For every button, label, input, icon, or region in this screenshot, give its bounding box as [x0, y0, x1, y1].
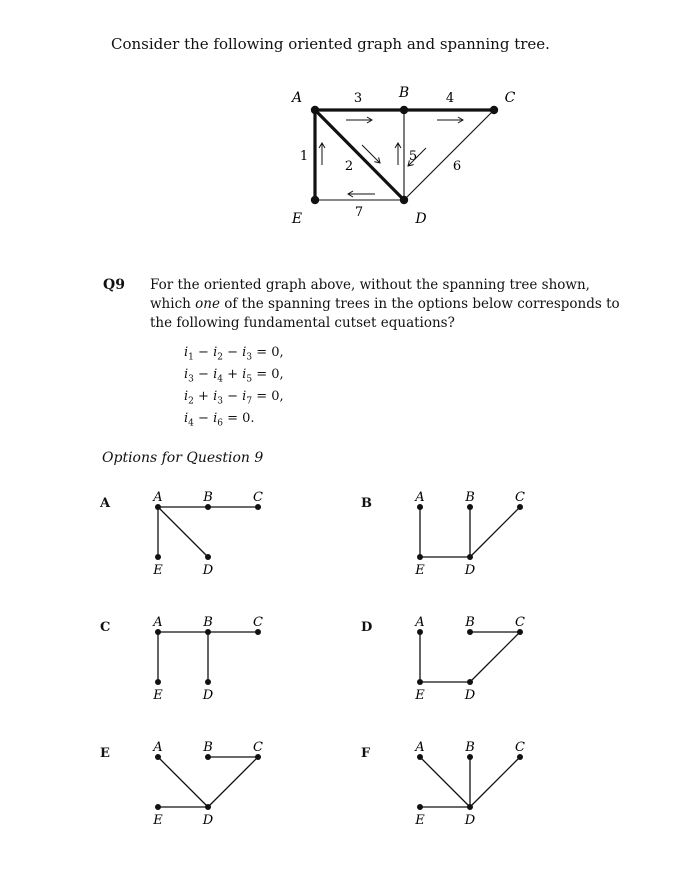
option-e-node-label-c: C — [253, 740, 263, 755]
option-f-node-d — [467, 804, 473, 810]
option-b-node-label-d: D — [464, 563, 476, 578]
option-label-d: D — [361, 620, 373, 635]
option-d-node-label-a: A — [415, 615, 425, 630]
option-e-graph[interactable] — [140, 732, 280, 832]
option-a-node-e — [155, 554, 161, 560]
branch-label-4: 4 — [445, 91, 455, 106]
option-b-edge-cd — [470, 507, 520, 557]
branch-6 — [404, 110, 494, 200]
branch-label-6: 6 — [452, 159, 462, 174]
node-e — [311, 196, 319, 204]
option-a-node-label-b: B — [203, 490, 213, 505]
option-a-edge-ad — [158, 507, 208, 557]
option-label-c: C — [100, 620, 111, 635]
option-a-node-label-a: A — [153, 490, 163, 505]
option-c-node-e — [155, 679, 161, 685]
option-b-graph[interactable] — [402, 482, 542, 582]
option-d-node-label-e: E — [415, 688, 425, 703]
option-d-node-label-b: B — [465, 615, 475, 630]
option-d-node-e — [417, 679, 423, 685]
option-e-node-label-d: D — [202, 813, 214, 828]
option-d-node-label-c: C — [515, 615, 525, 630]
option-label-a: A — [100, 496, 111, 511]
option-a-graph[interactable] — [140, 482, 280, 582]
option-d-edge-dc — [470, 632, 520, 682]
intro-text: Consider the following oriented graph and spanning tree. — [111, 35, 550, 53]
node-label-b: B — [398, 85, 410, 101]
option-c-node-label-b: B — [203, 615, 213, 630]
option-label-b: B — [361, 496, 372, 511]
option-c-graph[interactable] — [140, 607, 280, 707]
branch-2 — [315, 110, 404, 200]
option-b-node-label-a: A — [415, 490, 425, 505]
option-label-f: F — [361, 746, 371, 761]
option-c-node-label-a: A — [153, 615, 163, 630]
option-d-graph[interactable] — [402, 607, 542, 707]
question-number: Q9 — [103, 277, 125, 293]
option-a-node-label-e: E — [153, 563, 163, 578]
option-f-graph[interactable] — [402, 732, 542, 832]
option-b-node-label-e: E — [415, 563, 425, 578]
option-e-edge-dc — [208, 757, 258, 807]
arrow-4-icon — [437, 117, 463, 123]
node-c — [490, 106, 498, 114]
option-f-node-e — [417, 804, 423, 810]
node-b — [400, 106, 408, 114]
option-f-edge-cd — [470, 757, 520, 807]
arrow-5-icon — [395, 143, 401, 165]
node-label-a: A — [291, 90, 303, 106]
option-f-node-label-a: A — [415, 740, 425, 755]
option-a-node-d — [205, 554, 211, 560]
option-c-node-label-e: E — [153, 688, 163, 703]
option-f-edge-ad — [420, 757, 470, 807]
option-f-node-label-b: B — [465, 740, 475, 755]
options-heading: Options for Question 9 — [102, 450, 264, 466]
branch-label-5: 5 — [408, 149, 418, 164]
node-label-c: C — [504, 90, 516, 106]
node-label-d: D — [415, 211, 427, 227]
equation-4: $i_4 - i_6 = 0$. — [184, 411, 255, 429]
option-c-node-d — [205, 679, 211, 685]
branch-label-3: 3 — [353, 91, 363, 106]
option-f-node-label-e: E — [415, 813, 425, 828]
arrow-1-icon — [319, 143, 325, 165]
node-d — [400, 196, 408, 204]
option-e-node-d — [205, 804, 211, 810]
option-a-node-label-d: D — [202, 563, 214, 578]
option-b-node-label-b: B — [465, 490, 475, 505]
option-c-node-label-c: C — [253, 615, 263, 630]
node-a — [311, 106, 319, 114]
option-d-node-label-d: D — [464, 688, 476, 703]
branch-label-2: 2 — [344, 159, 354, 174]
equation-1: $i_1 - i_2 - i_3 = 0$, — [184, 345, 284, 363]
option-d-node-d — [467, 679, 473, 685]
equation-3: $i_2 + i_3 - i_7 = 0$, — [184, 389, 284, 407]
option-e-edge-ad — [158, 757, 208, 807]
option-e-node-label-e: E — [153, 813, 163, 828]
main-graph — [280, 80, 530, 230]
option-label-e: E — [100, 746, 110, 761]
option-f-node-label-c: C — [515, 740, 525, 755]
arrow-7-icon — [348, 191, 375, 197]
option-b-node-label-c: C — [515, 490, 525, 505]
option-e-node-e — [155, 804, 161, 810]
option-b-node-d — [467, 554, 473, 560]
branch-label-7: 7 — [354, 205, 364, 220]
option-a-node-label-c: C — [253, 490, 263, 505]
option-c-node-label-d: D — [202, 688, 214, 703]
option-f-node-label-d: D — [464, 813, 476, 828]
option-e-node-label-b: B — [203, 740, 213, 755]
arrow-3-icon — [346, 117, 372, 123]
question-text: For the oriented graph above, without the spanning tree shown, which one of the spanning trees in the options below corresponds to the following fundamental cutset equations? — [150, 277, 620, 331]
node-label-e: E — [291, 211, 303, 227]
equation-2: $i_3 - i_4 + i_5 = 0$, — [184, 367, 284, 385]
option-e-node-label-a: A — [153, 740, 163, 755]
option-b-node-e — [417, 554, 423, 560]
branch-label-1: 1 — [299, 149, 309, 164]
